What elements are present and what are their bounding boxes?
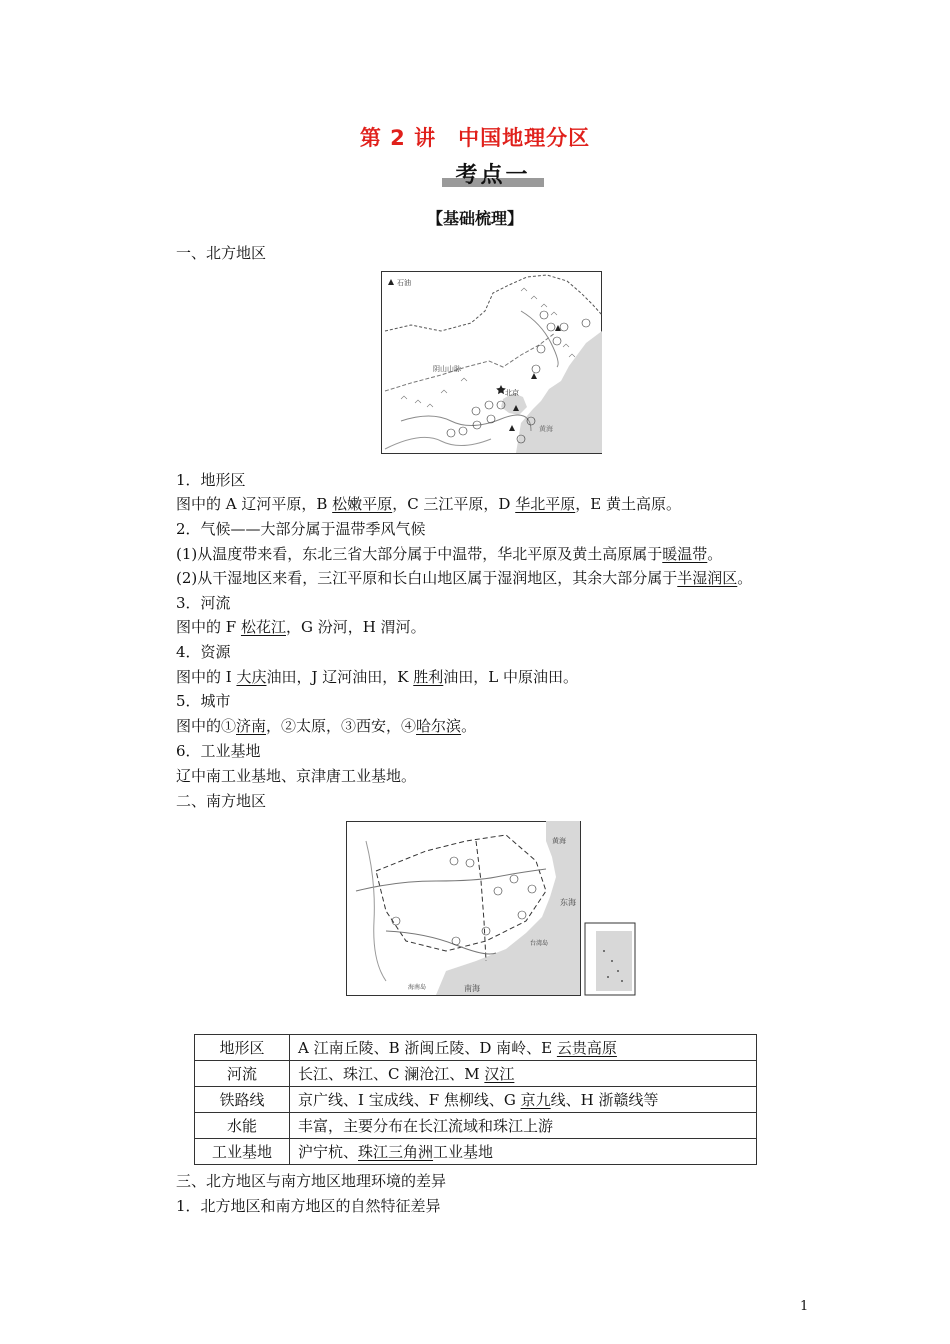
industry-text: 辽中南工业基地、京津唐工业基地。 (176, 767, 417, 785)
resource-heading: 4．资源 (176, 643, 231, 661)
inset-sea-area (596, 931, 632, 991)
industry-heading: 6．工业基地 (176, 742, 261, 760)
table-row (195, 1087, 757, 1113)
map-label-donghai: 东海 (560, 898, 576, 907)
city-heading: 5．城市 (176, 692, 231, 710)
part3-heading: 三、北方地区与南方地区地理环境的差异 (176, 1172, 447, 1190)
climate-text-2: (2)从干湿地区来看，三江平原和长白山地区属于湿润地区，其余大部分属于半湿润区。 (176, 569, 753, 587)
map-label-taiwan: 台湾岛 (530, 940, 549, 947)
table-row-value: 京广线、I 宝成线、F 焦柳线、G 京九线、H 浙赣线等 (290, 1087, 757, 1113)
table-row (195, 1061, 757, 1087)
map-label-hainan: 海南岛 (408, 984, 427, 991)
part1-heading: 一、北方地区 (176, 244, 267, 262)
table-row-value: A 江南丘陵、B 浙闽丘陵、D 南岭、E 云贵高原 (290, 1035, 757, 1061)
terrain-text: 图中的 A 辽河平原，B 松嫩平原，C 三江平原，D 华北平原，E 黄土高原。 (176, 495, 681, 513)
table-row-key: 河流 (195, 1061, 290, 1087)
north-region-map (381, 271, 602, 454)
table-row-key: 水能 (195, 1113, 290, 1139)
climate-heading: 2．气候——大部分属于温带季风气候 (176, 520, 426, 538)
terrain-heading: 1．地形区 (176, 471, 246, 489)
table-row (195, 1035, 757, 1061)
climate-text-1: (1)从温度带来看，东北三省大部分属于中温带，华北平原及黄土高原属于暖温带。 (176, 545, 723, 563)
part3-subheading: 1．北方地区和南方地区的自然特征差异 (176, 1197, 441, 1215)
table-row-value: 沪宁杭、珠江三角洲工业基地 (290, 1139, 757, 1165)
section-badge (442, 158, 544, 188)
map-legend-label: 石油 (397, 279, 411, 287)
map-label-huanghai: 黄海 (539, 425, 553, 433)
table-row-key: 地形区 (195, 1035, 290, 1061)
map-label-beijing: 北京 (505, 389, 519, 397)
south-region-map (346, 821, 638, 997)
table-row-value: 丰富，主要分布在长江流域和珠江上游 (290, 1113, 757, 1139)
section-badge-text: 考点一 (455, 163, 531, 188)
table-row-key: 铁路线 (195, 1087, 290, 1113)
sub-heading: 【基础梳理】 (426, 209, 523, 228)
table-row (195, 1113, 757, 1139)
part2-heading: 二、南方地区 (176, 792, 267, 810)
south-region-table (194, 1034, 757, 1165)
river-heading: 3．河流 (176, 594, 231, 612)
map-label-huanghai: 黄海 (552, 837, 566, 845)
river-text: 图中的 F 松花江，G 汾河，H 渭河。 (176, 618, 426, 636)
table-row-key: 工业基地 (195, 1139, 290, 1165)
table-row (195, 1139, 757, 1165)
table-row-value: 长江、珠江、C 澜沧江、M 汉江 (290, 1061, 757, 1087)
map-label-yinshan: 阴山山脉 (433, 365, 461, 373)
city-text: 图中的①济南，②太原，③西安，④哈尔滨。 (176, 717, 477, 735)
map-label-nanhai: 南海 (464, 984, 480, 993)
page-number: 1 (800, 1299, 809, 1314)
page-title: 第 2 讲 中国地理分区 (359, 126, 591, 150)
resource-text: 图中的 I 大庆油田，J 辽河油田，K 胜利油田，L 中原油田。 (176, 668, 578, 686)
